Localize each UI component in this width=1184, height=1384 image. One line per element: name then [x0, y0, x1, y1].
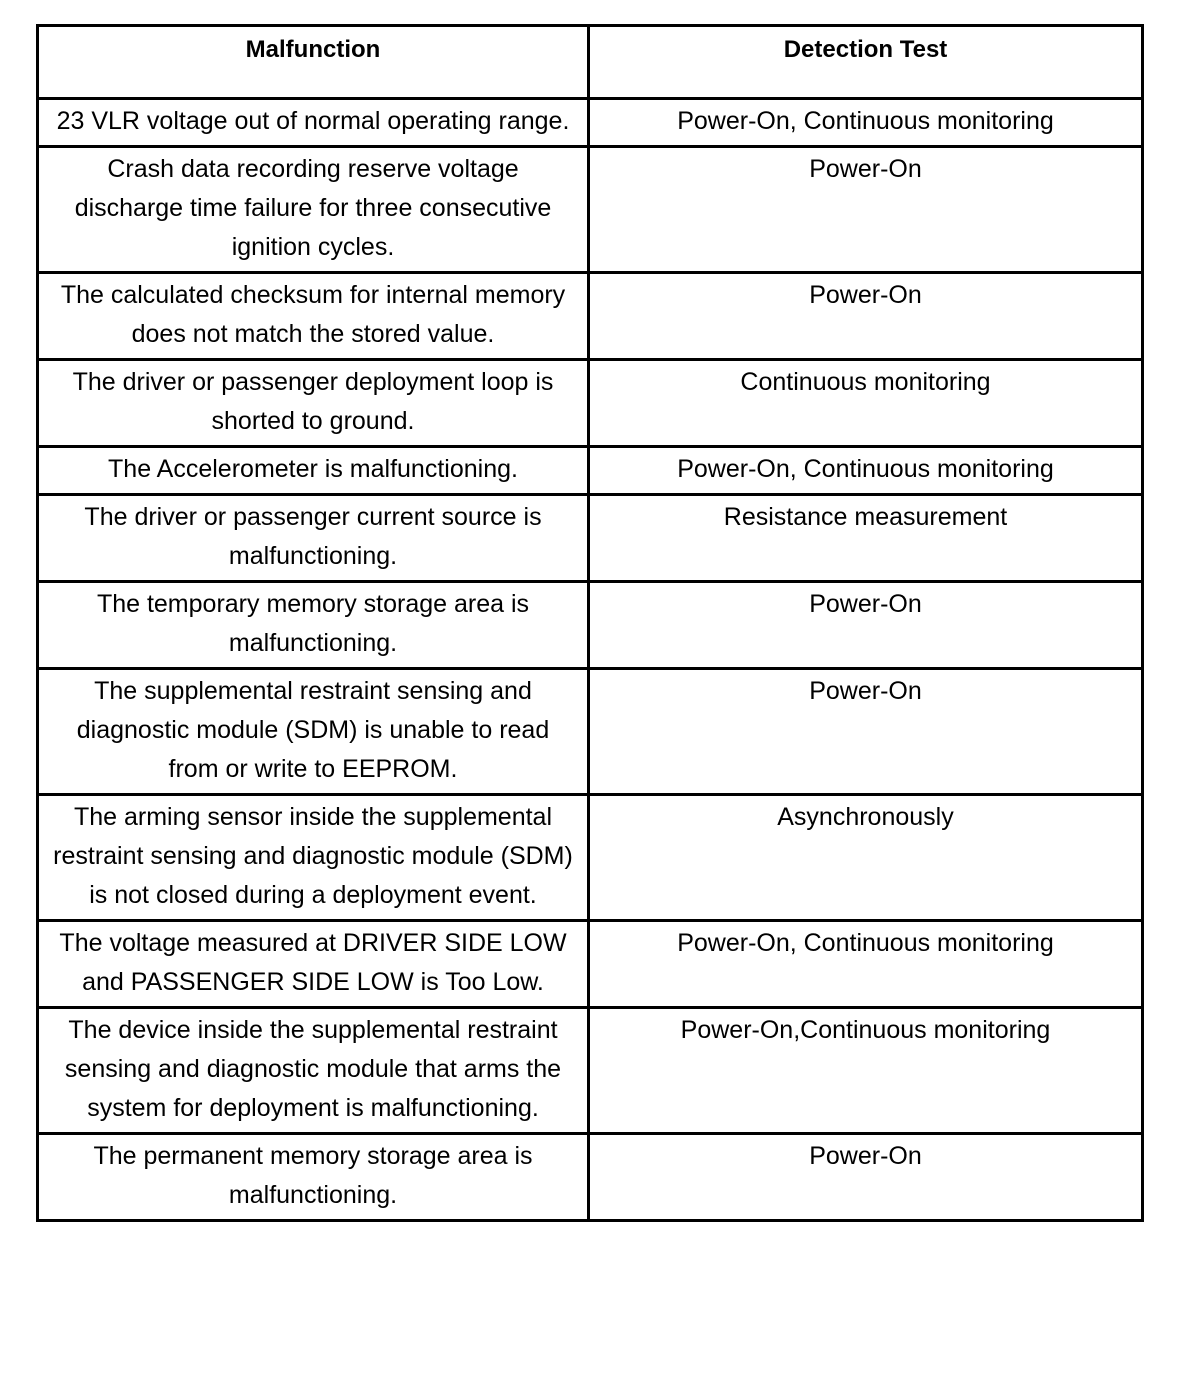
detection-test-cell: Power-On	[589, 669, 1143, 795]
malfunction-cell: The Accelerometer is malfunctioning.	[38, 447, 589, 495]
table-row	[38, 795, 1143, 921]
malfunction-cell: The voltage measured at DRIVER SIDE LOW and PASSENGER SIDE LOW is Too Low.	[38, 921, 589, 1008]
malfunction-cell: The driver or passenger current source is malfunctioning.	[38, 495, 589, 582]
table-row	[38, 921, 1143, 1008]
detection-test-cell: Power-On,Continuous monitoring	[589, 1008, 1143, 1134]
detection-test-cell: Power-On	[589, 1134, 1143, 1221]
malfunction-cell: The calculated checksum for internal memory does not match the stored value.	[38, 273, 589, 360]
detection-test-cell: Power-On	[589, 273, 1143, 360]
table-row	[38, 669, 1143, 795]
detection-test-cell: Asynchronously	[589, 795, 1143, 921]
malfunction-cell: The temporary memory storage area is malfunctioning.	[38, 582, 589, 669]
malfunction-cell: The arming sensor inside the supplemental restraint sensing and diagnostic module (SDM) is not closed during a deployment event.	[38, 795, 589, 921]
table-row	[38, 447, 1143, 495]
header-detection-test: Detection Test	[589, 26, 1143, 99]
detection-test-cell: Power-On, Continuous monitoring	[589, 921, 1143, 1008]
table-row	[38, 582, 1143, 669]
detection-test-cell: Power-On	[589, 582, 1143, 669]
table-row	[38, 1008, 1143, 1134]
header-malfunction: Malfunction	[38, 26, 589, 99]
malfunction-cell: The device inside the supplemental restraint sensing and diagnostic module that arms the system for deployment is malfunctioning.	[38, 1008, 589, 1134]
malfunction-table	[36, 24, 1144, 1222]
malfunction-cell: The supplemental restraint sensing and diagnostic module (SDM) is unable to read from or write to EEPROM.	[38, 669, 589, 795]
detection-test-cell: Power-On, Continuous monitoring	[589, 447, 1143, 495]
table-row	[38, 1134, 1143, 1221]
detection-test-cell: Power-On, Continuous monitoring	[589, 99, 1143, 147]
detection-test-cell: Resistance measurement	[589, 495, 1143, 582]
table-row	[38, 147, 1143, 273]
malfunction-cell: The driver or passenger deployment loop is shorted to ground.	[38, 360, 589, 447]
detection-test-cell: Power-On	[589, 147, 1143, 273]
table-row	[38, 360, 1143, 447]
malfunction-cell: 23 VLR voltage out of normal operating range.	[38, 99, 589, 147]
table-row	[38, 99, 1143, 147]
table-header-row	[38, 26, 1143, 99]
table-row	[38, 495, 1143, 582]
table-row	[38, 273, 1143, 360]
detection-test-cell: Continuous monitoring	[589, 360, 1143, 447]
malfunction-cell: The permanent memory storage area is malfunctioning.	[38, 1134, 589, 1221]
malfunction-cell: Crash data recording reserve voltage discharge time failure for three consecutive ignition cycles.	[38, 147, 589, 273]
